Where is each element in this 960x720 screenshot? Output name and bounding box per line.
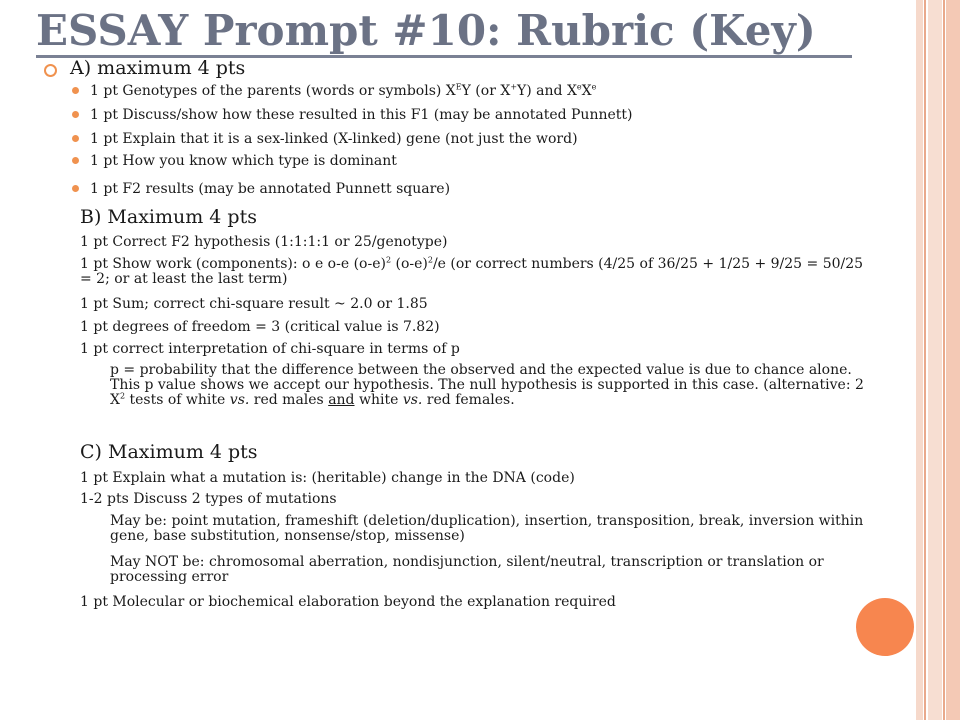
item-text: 1 pt Genotypes of the parents (words or symbols) X (90, 83, 456, 99)
item-text: Y) and X (517, 83, 577, 99)
section-c-heading: C) Maximum 4 pts (80, 441, 258, 463)
superscript: 2 (385, 255, 392, 265)
section-c-may-not: May NOT be: chromosomal aberration, nondisjunction, silent/neutral, transcription or translation or processing error (110, 554, 824, 585)
line-text: (o-e) (391, 256, 428, 272)
stripe (943, 0, 945, 720)
bullet-icon (72, 111, 79, 118)
section-b-line (80, 257, 870, 287)
item-text: 1 pt How you know which type is dominant (90, 153, 397, 169)
section-b-heading: B) Maximum 4 pts (80, 206, 257, 228)
para-text: p = probability that the difference between the observed and the expected value is due to chance alone. This p value shows we accept our hypothesis. The null hypothesis is supported in this case. (alternative: 2 X (110, 362, 864, 408)
ring-bullet-icon (44, 64, 57, 77)
stripe (928, 0, 942, 720)
list-item (90, 152, 397, 170)
stripe (916, 0, 923, 720)
list-item (90, 106, 632, 124)
stripe (946, 0, 960, 720)
list-item (90, 130, 578, 148)
para-text: tests of white (125, 392, 230, 408)
item-text: 1 pt Explain that it is a sex-linked (X-linked) gene (not just the word) (90, 131, 578, 147)
superscript: + (510, 82, 518, 92)
section-c-line: 1 pt Explain what a mutation is: (heritable) change in the DNA (code) (80, 470, 575, 486)
superscript: e (591, 82, 597, 92)
section-b-line: 1 pt correct interpretation of chi-square in terms of p (80, 341, 460, 357)
item-text: Y (or X (461, 83, 511, 99)
bullet-icon (72, 87, 79, 94)
page-title: ESSAY Prompt #10: Rubric (Key) (36, 6, 816, 55)
bullet-icon (72, 135, 79, 142)
item-text: 1 pt F2 results (may be annotated Punnett square) (90, 181, 451, 197)
list-item (90, 180, 450, 198)
superscript: E (455, 82, 462, 92)
stripe (924, 0, 926, 720)
para-text: and (328, 392, 355, 408)
section-c-line: 1 pt Molecular or biochemical elaboration beyond the explanation required (80, 594, 616, 610)
section-c-may-be: May be: point mutation, frameshift (deletion/duplication), insertion, transposition, break, inversion within gene, base substitution, nonsense/stop, missense) (110, 513, 864, 544)
bullet-icon (72, 185, 79, 192)
superscript: e (576, 82, 582, 92)
section-b-line: 1 pt degrees of freedom = 3 (critical value is 7.82) (80, 319, 440, 335)
section-b-line: 1 pt Correct F2 hypothesis (1:1:1:1 or 25/genotype) (80, 234, 448, 250)
para-text: red males (249, 392, 329, 408)
superscript: 2 (427, 255, 433, 265)
section-b-line: 1 pt Sum; correct chi-square result ~ 2.0 or 1.85 (80, 296, 428, 312)
para-text: vs. (402, 392, 423, 408)
line-text: /e (or correct numbers (4/25 of 36/25 + 1/25 + 9/25 = 50/25 = 2; or at least the last term) (80, 256, 864, 287)
list-item (90, 82, 596, 100)
para-text: white (354, 392, 403, 408)
section-b-paragraph (110, 363, 880, 408)
decorative-stripes (916, 0, 960, 720)
section-c-line: 1-2 pts Discuss 2 types of mutations (80, 491, 337, 507)
line-text: 1 pt Show work (components): o e o-e (o-e) (80, 256, 386, 272)
para-text: red females. (422, 392, 515, 408)
superscript: 2 (119, 391, 126, 401)
para-text: vs. (229, 392, 250, 408)
item-text: X (581, 83, 592, 99)
bullet-icon (72, 157, 79, 164)
section-a-heading: A) maximum 4 pts (70, 57, 246, 79)
item-text: 1 pt Discuss/show how these resulted in this F1 (may be annotated Punnett) (90, 107, 633, 123)
